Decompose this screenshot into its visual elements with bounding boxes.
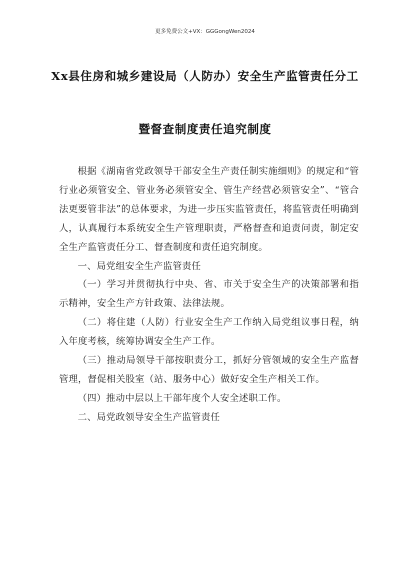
list-item-3: （三）推动局领导干部按职责分工，抓好分管领域的安全生产监督管理，督促相关股室（站、服务中心）做好安全生产相关工作。: [59, 355, 359, 385]
section-heading-1: 一、局党组安全生产监管责任: [77, 260, 202, 272]
document-body: [59, 163, 359, 428]
section-heading-2: 二、局党政领导安全生产监管责任: [77, 411, 221, 423]
list-item-1: （一）学习并贯彻执行中央、省、市关于安全生产的决策部署和指示精神，安全生产方针政策、法律法规。: [59, 279, 359, 310]
header-note: 更多免费公文+VX：GGGongWen2024: [155, 29, 255, 35]
list-item-4: （四）推动中层以上干部年度个人安全述职工作。: [77, 392, 287, 404]
intro-paragraph: 根据《湖南省党政领导干部安全生产责任制实施细则》的规定和“管行业必须管安全、管业务必须管安全、管生产经营必须管安全”、“管合法更要管非法”的总体要求，为进一步压实监管责任，将监管责任明确到人，认真履行本系统安全生产管理职责，严格督查和追责问责，制定安全生产监管责任分工、督查制度和责任追究制度。: [59, 166, 359, 253]
document-title-line1: Xx县住房和城乡建设局（人防办）安全生产监管责任分工: [51, 69, 359, 83]
document-title-line2: 暨督查制度责任追究制度: [138, 122, 272, 136]
list-item-2: （二）将住建（人防）行业安全生产工作纳入局党组议事日程，纳入年度考核，统筹协调安全生产工作。: [59, 317, 359, 348]
